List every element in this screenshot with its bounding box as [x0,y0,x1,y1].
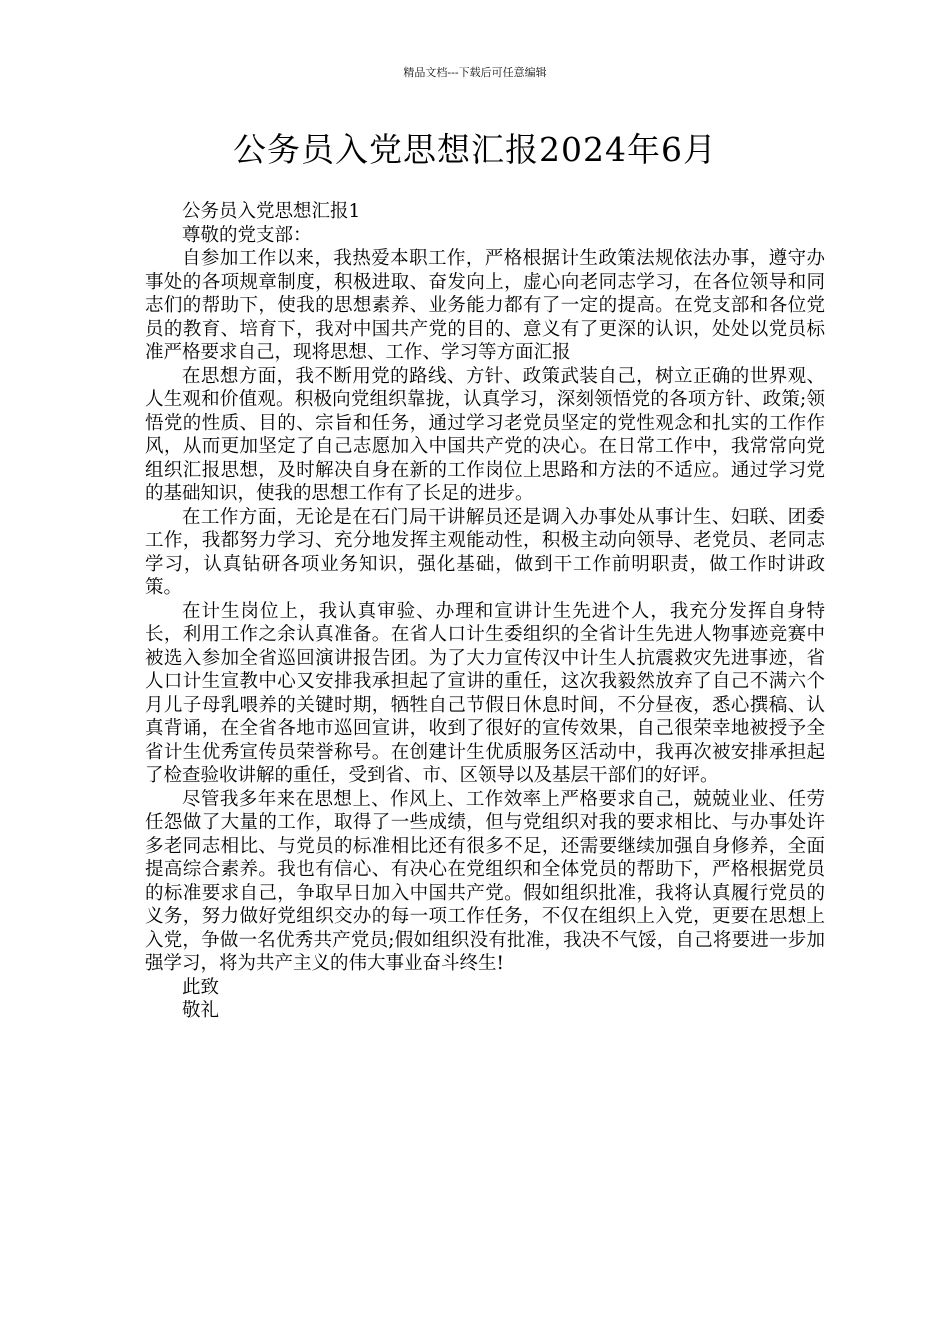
closing-line-2: 敬礼 [182,1000,220,1021]
paragraph-family-planning: 在计生岗位上，我认真审验、办理和宣讲计生先进个人，我充分发挥自身特长，利用工作之余认真准备。在省人口计生委组织的全省计生先进人物事迹竞赛中被选入参加全省巡回演讲报告团。为了大力宣传汉中计生人抗震救灾先进事迹，省人口计生宣教中心又安排我承担起了宣讲的重任，这次我毅然放弃了自己不满六个月儿子母乳喂养的关键时期，牺牲自己节假日休息时间，不分昼夜，悉心撰稿、认真背诵，在全省各地市巡回宣讲，收到了很好的宣传效果，自己很荣幸地被授予全省计生优秀宣传员荣誉称号。在创建计生优质服务区活动中，我再次被安排承担起了检查验收讲解的重任，受到省、市、区领导以及基层干部们的好评。 [145,600,825,786]
document-subtitle: 公务员入党思想汇报1 [182,201,361,222]
document-body [145,200,825,1023]
paragraph-conclusion: 尽管我多年来在思想上、作风上、工作效率上严格要求自己，兢兢业业、任劳任怨做了大量的工作，取得了一些成绩，但与党组织对我的要求相比、与办事处许多老同志相比、与党员的标准相比还有很多不足，还需要继续加强自身修养，全面提高综合素养。我也有信心、有决心在党组织和全体党员的帮助下，严格根据党员的标准要求自己，争取早日加入中国共产党。假如组织批准，我将认真履行党员的义务，努力做好党组织交办的每一项工作任务，不仅在组织上入党，更要在思想上入党，争做一名优秀共产党员;假如组织没有批准，我决不气馁，自己将要进一步加强学习，将为共产主义的伟大事业奋斗终生! [145,788,825,974]
salutation: 尊敬的党支部： [182,224,312,246]
document-title: 公务员入党思想汇报2024年6月 [233,130,717,169]
paragraph-thought: 在思想方面，我不断用党的路线、方针、政策武装自己，树立正确的世界观、人生观和价值观。积极向党组织靠拢，认真学习，深刻领悟党的各项方针、政策;领悟党的性质、目的、宗旨和任务，通过学习老党员坚定的党性观念和扎实的工作作风，从而更加坚定了自己志愿加入中国共产党的决心。在日常工作中，我常常向党组织汇报思想，及时解决自身在新的工作岗位上思路和方法的不适应。通过学习党的基础知识，使我的思想工作有了长足的进步。 [145,365,825,504]
header-note: 精品文档---下载后可任意编辑 [403,66,547,79]
closing-line-1: 此致 [182,976,220,998]
paragraph-intro: 自参加工作以来，我热爱本职工作，严格根据计生政策法规依法办事，遵守办事处的各项规章制度，积极进取、奋发向上，虚心向老同志学习，在各位领导和同志们的帮助下，使我的思想素养、业务能力都有了一定的提高。在党支部和各位党员的教育、培育下，我对中国共产党的目的、意义有了更深的认识，处处以党员标准严格要求自己，现将思想、工作、学习等方面汇报 [145,248,825,363]
paragraph-work: 在工作方面，无论是在石门局干讲解员还是调入办事处从事计生、妇联、团委工作，我都努力学习、充分地发挥主观能动性，积极主动向领导、老党员、老同志学习，认真钻研各项业务知识，强化基础，做到干工作前明职责，做工作时讲政策。 [145,506,825,598]
